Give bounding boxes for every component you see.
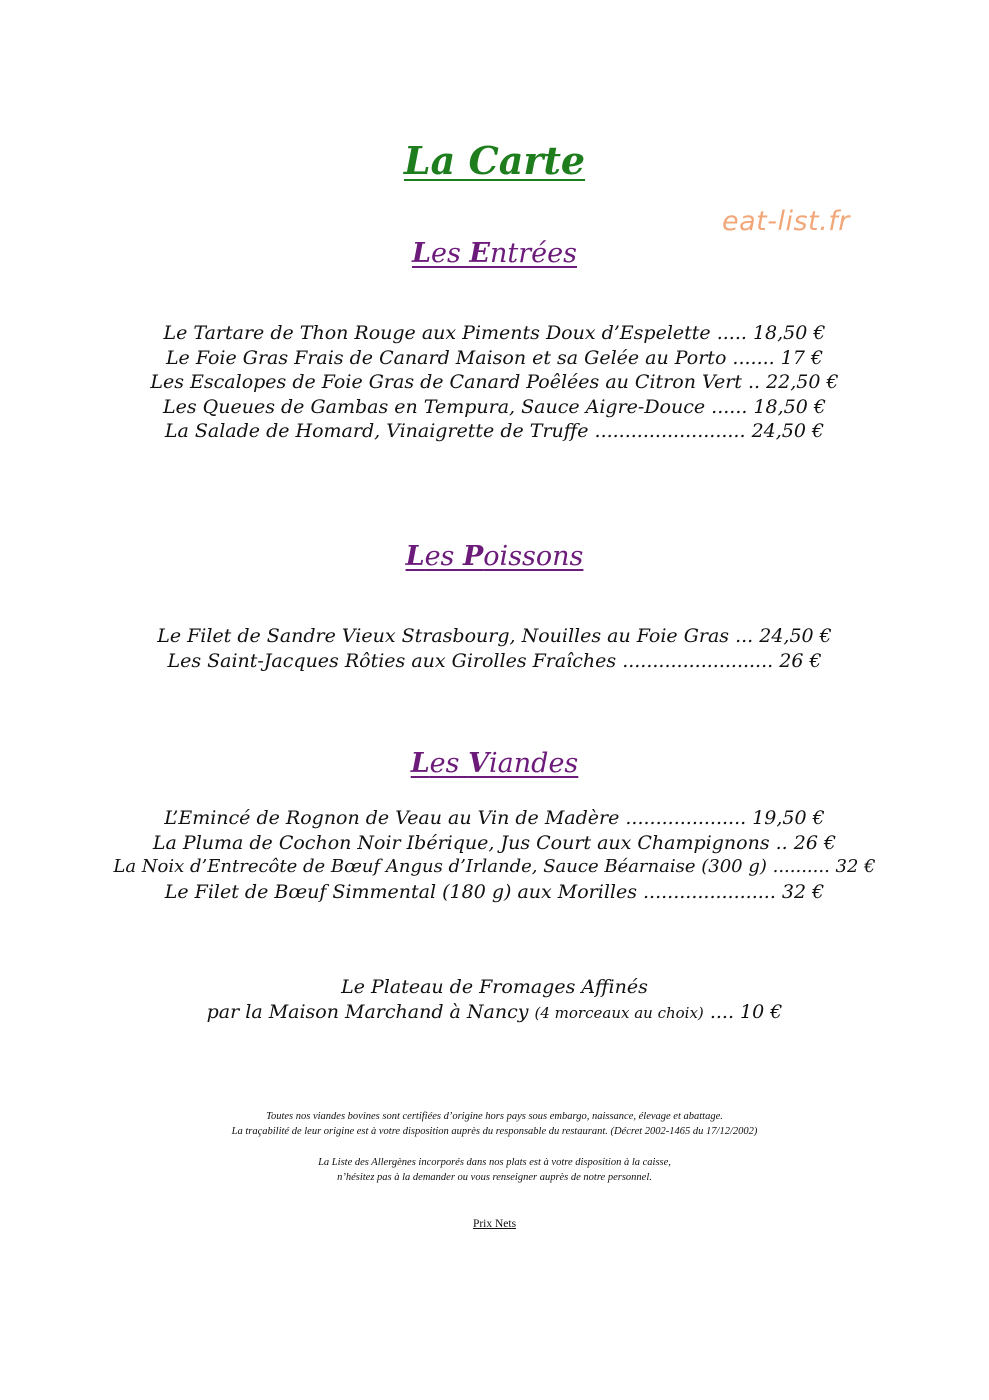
dish-name: L’Emincé de Rognon de Veau au Vin de Madère .................... [164, 807, 753, 829]
dish-price: 18,50 € [752, 322, 826, 344]
heading-text: es [431, 238, 470, 269]
dish-name: Les Queues de Gambas en Tempura, Sauce Aigre-Douce ...... [163, 395, 754, 418]
dish-item [0, 649, 989, 674]
heading-initial: V [468, 748, 490, 779]
cheese-block [0, 975, 989, 1025]
dish-item [0, 419, 989, 444]
dish-name: Les Saint-Jacques Rôties aux Girolles Fraîches ......................... [167, 649, 780, 672]
dish-price: 18,50 € [753, 395, 826, 418]
section-heading-viandes [0, 748, 989, 779]
heading-initial: L [410, 748, 430, 779]
origin-note [0, 1109, 989, 1139]
origin-note-line: Toutes nos viandes bovines sont certifiées d’origine hors pays sous embargo, naissance, élevage et abattage. [266, 1111, 723, 1122]
dish-price: 32 € [781, 880, 825, 903]
dish-price: 26 € [793, 831, 837, 854]
heading-text: iandes [489, 748, 579, 779]
dish-item [0, 395, 989, 420]
dish-name: La Salade de Homard, Vinaigrette de Truffe ......................... [164, 420, 752, 443]
dish-name: Les Escalopes de Foie Gras de Canard Poêlées au Citron Vert .. [150, 371, 767, 394]
watermark: eat-list.fr [722, 206, 850, 237]
dish-name: La Noix d’Entrecôte de Bœuf Angus d’Irlande, Sauce Béarnaise (300 g) .......... [113, 856, 836, 878]
heading-text: es [424, 541, 463, 572]
heading-initial: E [469, 238, 491, 269]
cheese-origin: par la Maison Marchand à Nancy [206, 1000, 535, 1023]
dish-price: 24,50 € [751, 420, 825, 443]
dish-price: 26 € [779, 649, 822, 672]
cheese-price: 10 € [740, 1000, 783, 1023]
dish-price: 17 € [780, 346, 824, 369]
dish-price: 22,50 € [766, 371, 839, 394]
dish-price: 32 € [835, 856, 876, 878]
dish-name: Le Tartare de Thon Rouge aux Piments Doux d’Espelette ..... [163, 322, 753, 344]
allergens-note-line: La Liste des Allergènes incorporés dans nos plats est à votre disposition à la caisse, [318, 1157, 671, 1168]
dish-name: Le Foie Gras Frais de Canard Maison et sa Gelée au Porto ....... [165, 346, 781, 369]
cheese-title: Le Plateau de Fromages Affinés [341, 976, 648, 998]
dish-item [0, 321, 989, 346]
allergens-note [0, 1155, 989, 1185]
viandes-list [0, 806, 989, 904]
heading-text: oissons [483, 541, 584, 572]
dish-item [0, 831, 989, 856]
dish-name: Le Filet de Sandre Vieux Strasbourg, Nouilles au Foie Gras ... [157, 625, 760, 647]
dish-item [0, 806, 989, 831]
dish-price: 24,50 € [759, 625, 832, 647]
dish-name: Le Filet de Bœuf Simmental (180 g) aux Morilles ...................... [164, 880, 782, 903]
dish-item [0, 370, 989, 395]
section-heading-entrees [0, 238, 989, 269]
dish-item [0, 855, 989, 880]
dish-item [0, 880, 989, 905]
dish-price: 19,50 € [752, 807, 825, 829]
dish-name: La Pluma de Cochon Noir Ibérique, Jus Court aux Champignons .. [152, 831, 794, 854]
entrees-list [0, 321, 989, 444]
origin-note-line: La traçabilité de leur origine est à votre disposition auprès du responsable du restaurant. (Décret 2002-1465 du 17/12/2002) [231, 1126, 758, 1137]
dish-item [0, 624, 989, 649]
allergens-note-line: n’hésitez pas à la demander ou vous renseigner auprès de notre personnel. [337, 1172, 652, 1183]
heading-initial: L [405, 541, 425, 572]
heading-initial: L [412, 238, 431, 269]
cheese-dots: .... [703, 1000, 741, 1023]
heading-initial: P [462, 541, 484, 572]
poissons-list [0, 624, 989, 673]
prix-nets: Prix Nets [472, 1218, 517, 1230]
cheese-line [0, 1000, 989, 1026]
section-heading-poissons [0, 541, 989, 572]
menu-title: La Carte [403, 138, 586, 183]
cheese-note: (4 morceaux au choix) [534, 1003, 704, 1022]
heading-text: ntrées [490, 238, 577, 269]
dish-item [0, 346, 989, 371]
heading-text: es [429, 748, 469, 779]
